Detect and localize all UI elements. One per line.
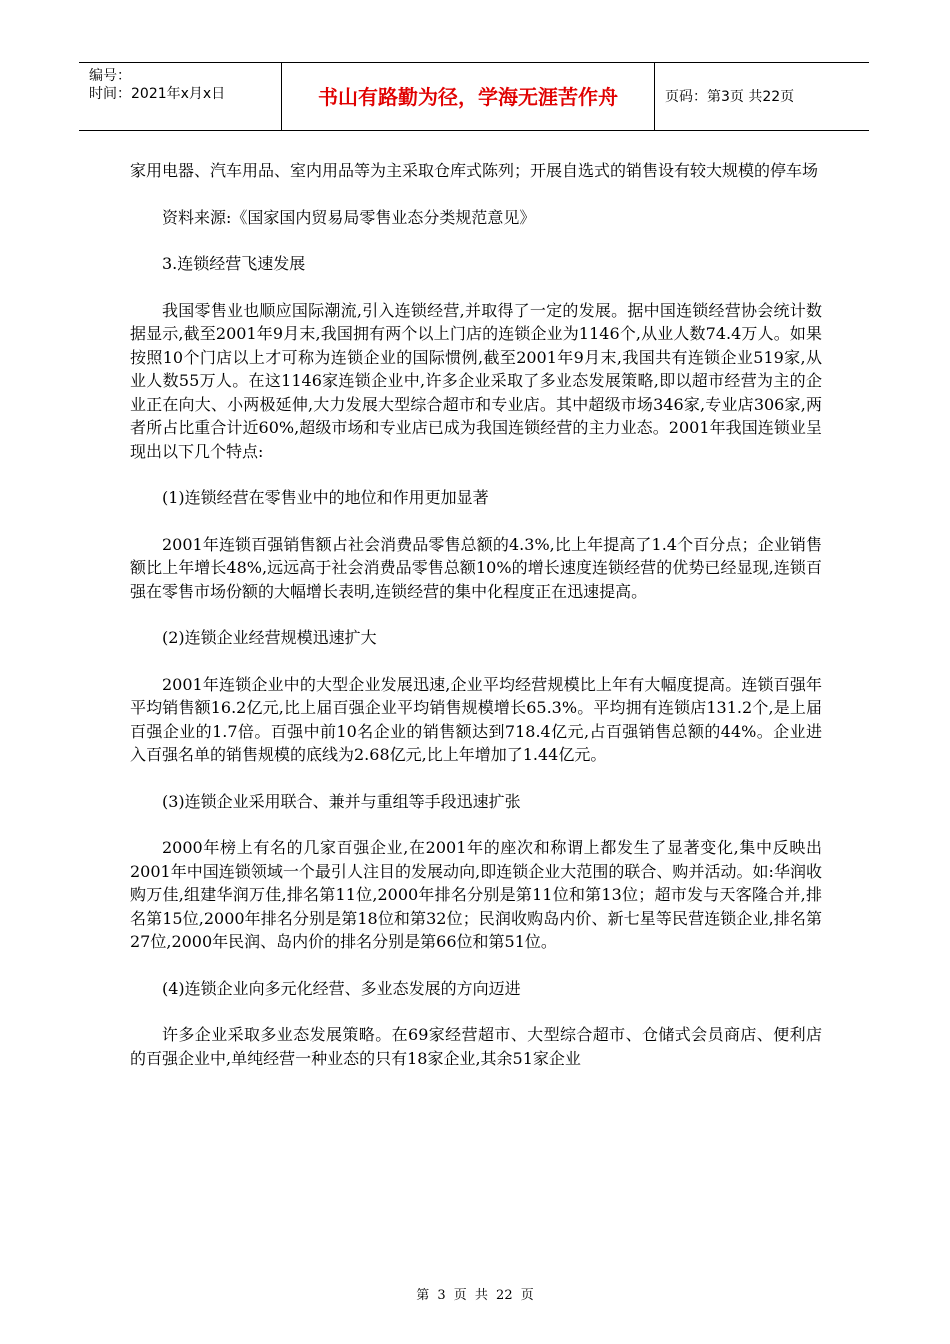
header-page-cell — [655, 63, 869, 130]
paragraph: 2001年连锁百强销售额占社会消费品零售总额的4.3%,比上年提高了1.4个百分点；企业销售额比上年增长48%,远远高于社会消费品零售总额10%的增长速度连锁经营的优势已经显现,连锁百强在零售市场份额的大幅增长表明,连锁经营的集中化程度正在迅速提高。 — [130, 534, 822, 601]
subsection-heading: (1)连锁经营在零售业中的地位和作用更加显著 — [162, 488, 489, 507]
subsection-heading: (2)连锁企业经营规模迅速扩大 — [162, 628, 377, 647]
source-note: 资料来源:《国家国内贸易局零售业态分类规范意见》 — [162, 207, 536, 227]
page-header — [79, 62, 869, 131]
page-footer: 第 3 页 共 22 页 — [416, 1288, 534, 1303]
document-time-label: 时间：2021年x月x日 — [89, 86, 226, 102]
header-motto: 书山有路勤为径，学海无涯苦作舟 — [318, 85, 618, 109]
document-number-label: 编号： — [89, 68, 131, 84]
paragraph: 我国零售业也顺应国际潮流,引入连锁经营,并取得了一定的发展。据中国连锁经营协会统计数据显示,截至2001年9月末,我国拥有两个以上门店的连锁企业为1146个,从业人数74.4万人。如果按照10个门店以上才可称为连锁企业的国际惯例,截至2001年9月末,我国共有连锁企业519家,从业人数55万人。在这1146家连锁企业中,许多企业采取了多业态发展策略,即以超市经营为主的企业正在向大、小两极延伸,大力发展大型综合超市和专业店。其中超级市场346家,专业店306家,两者所占比重合计近60%,超级市场和专业店已成为我国连锁经营的主力业态。2001年我国连锁业呈现出以下几个特点: — [130, 300, 822, 461]
header-meta-cell — [79, 63, 282, 130]
section-heading: 3.连锁经营飞速发展 — [162, 254, 306, 273]
paragraph-continuation: 家用电器、汽车用品、室内用品等为主采取仓库式陈列；开展自选式的销售设有较大规模的停车场 — [130, 161, 819, 180]
paragraph: 许多企业采取多业态发展策略。在69家经营超市、大型综合超市、仓储式会员商店、便利店的百强企业中,单纯经营一种业态的只有18家企业,其余51家企业 — [130, 1025, 822, 1068]
header-page-info: 页码：第3页 共22页 — [665, 89, 795, 105]
subsection-heading: (3)连锁企业采用联合、兼并与重组等手段迅速扩张 — [162, 791, 521, 811]
document-body — [130, 159, 822, 1070]
paragraph: 2000年榜上有名的几家百强企业,在2001年的座次和称谓上都发生了显著变化,集中反映出2001年中国连锁领域一个最引人注目的发展动向,即连锁企业大范围的联合、购并活动。如:华润收购万佳,组建华润万佳,排名第11位,2000年排名分别是第11位和第13位；超市发与天客隆合并,排名第15位,2000年排名分别是第18位和第32位；民润收购岛内价、新七星等民营连锁企业,排名第27位,2000年民润、岛内价的排名分别是第66位和第51位。 — [130, 838, 822, 951]
header-motto-cell — [282, 63, 655, 130]
paragraph: 2001年连锁企业中的大型企业发展迅速,企业平均经营规模比上年有大幅度提高。连锁百强年平均销售额16.2亿元,比上届百强企业平均销售规模增长65.3%。平均拥有连锁店131.2个,是上届百强企业的1.7倍。百强中前10名企业的销售额达到718.4亿元,占百强销售总额的44%。企业进入百强名单的销售规模的底线为2.68亿元,比上年增加了1.44亿元。 — [130, 674, 822, 764]
subsection-heading: (4)连锁企业向多元化经营、多业态发展的方向迈进 — [162, 978, 521, 998]
